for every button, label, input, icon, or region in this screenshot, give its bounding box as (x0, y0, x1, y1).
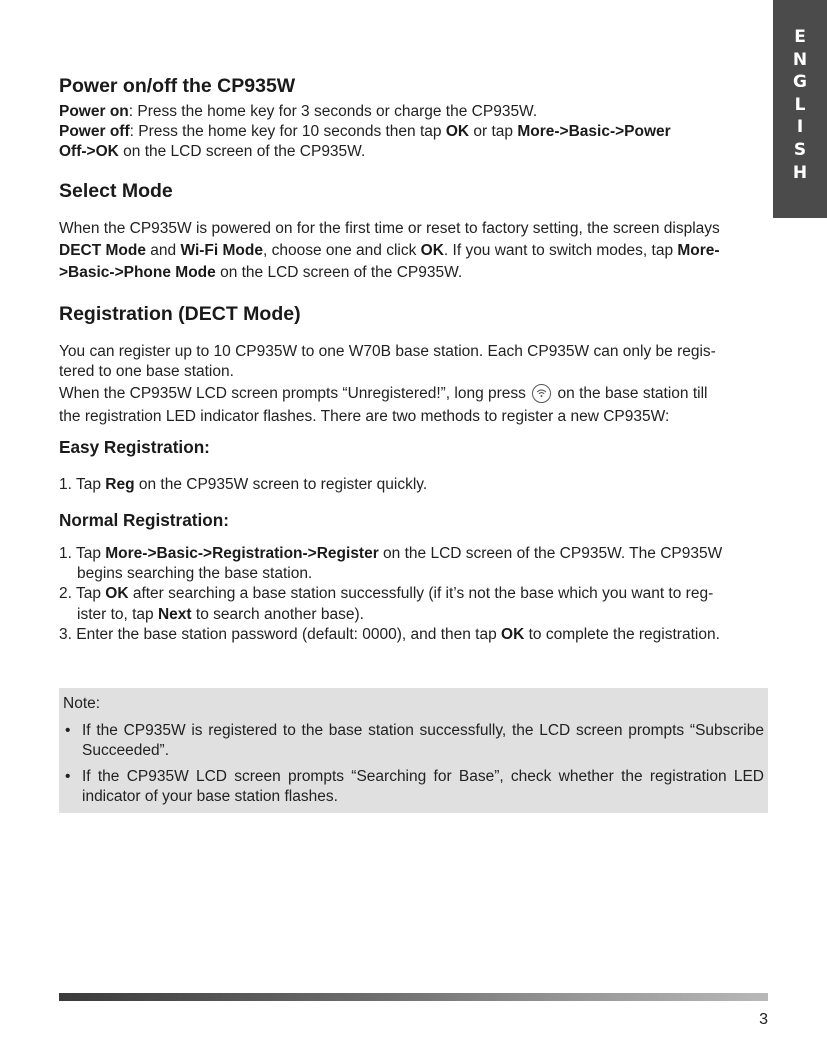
select-mode-line-3: >Basic->Phone Mode on the LCD screen of the CP935W. (59, 264, 463, 281)
footer-bar (59, 993, 768, 1001)
note-title: Note: (63, 695, 101, 712)
power-off-line-2: Off->OK on the LCD screen of the CP935W. (59, 143, 366, 161)
easy-registration-step (59, 475, 768, 495)
registration-intro (59, 342, 768, 382)
language-letter: N (792, 49, 808, 70)
bullet-mark: • (65, 722, 71, 740)
registration-heading: Registration (DECT Mode) (59, 303, 301, 325)
note-text-2: If the CP935W LCD screen prompts “Searching for Base”, check whether the registration LED indicator of your base station flashes. (82, 767, 764, 805)
note-box (59, 688, 768, 813)
language-letter: G (793, 72, 807, 93)
normal-step-2-cont: ister to, tap Next to search another base). (77, 605, 364, 623)
language-letter: I (796, 117, 804, 138)
language-letter: E (794, 27, 806, 47)
language-letter: H (792, 162, 808, 183)
easy-step-1: 1. Tap Reg on the CP935W screen to register quickly. (59, 476, 428, 493)
power-instructions (59, 102, 768, 163)
power-heading: Power on/off the CP935W (59, 75, 296, 97)
language-letter: S (793, 139, 807, 160)
power-on-line: Power on: Press the home key for 3 seconds or charge the CP935W. (59, 103, 538, 120)
registration-led-line: the registration LED indicator flashes. There are two methods to register a new CP935W: (59, 408, 670, 425)
normal-step-1-cont: begins searching the base station. (77, 565, 313, 583)
select-mode-paragraph (59, 218, 768, 284)
normal-step-3: 3. Enter the base station password (default: 0000), and then tap OK to complete the registration. (59, 625, 720, 643)
registration-intro-line-1: You can register up to 10 CP935W to one W70B base station. Each CP935W can only be regis- (59, 343, 716, 360)
power-off-line: Power off: Press the home key for 10 seconds then tap OK or tap More->Basic->Power (59, 123, 671, 141)
bullet-mark: • (65, 767, 71, 785)
language-letter: L (794, 94, 806, 115)
registration-intro-line-2: tered to one base station. (59, 363, 234, 381)
language-tab (773, 0, 827, 218)
select-mode-heading: Select Mode (59, 180, 173, 202)
select-mode-line-2: DECT Mode and Wi-Fi Mode, choose one and click OK. If you want to switch modes, tap More- (59, 242, 720, 259)
registration-press-line: When the CP935W LCD screen prompts “Unregistered!”, long press on the base station till (59, 385, 708, 402)
note-bullet-1 (63, 721, 764, 761)
easy-registration-heading: Easy Registration: (59, 437, 210, 457)
registration-instructions (59, 382, 768, 428)
normal-step-2: 2. Tap OK after searching a base station successfully (if it’s not the base which you want to reg- (59, 585, 714, 603)
note-text-1: If the CP935W is registered to the base station successfully, the LCD screen prompts “Subscribe Succeeded”. (82, 722, 764, 760)
page-number: 3 (759, 1011, 768, 1028)
normal-step-1: 1. Tap More->Basic->Registration->Register on the LCD screen of the CP935W. The CP935W (59, 545, 723, 562)
registration-key-icon (532, 384, 551, 403)
note-bullet-2 (63, 767, 764, 807)
normal-registration-heading: Normal Registration: (59, 510, 229, 530)
normal-registration-steps (59, 544, 768, 645)
select-mode-line-1: When the CP935W is powered on for the first time or reset to factory setting, the screen displays (59, 220, 720, 237)
